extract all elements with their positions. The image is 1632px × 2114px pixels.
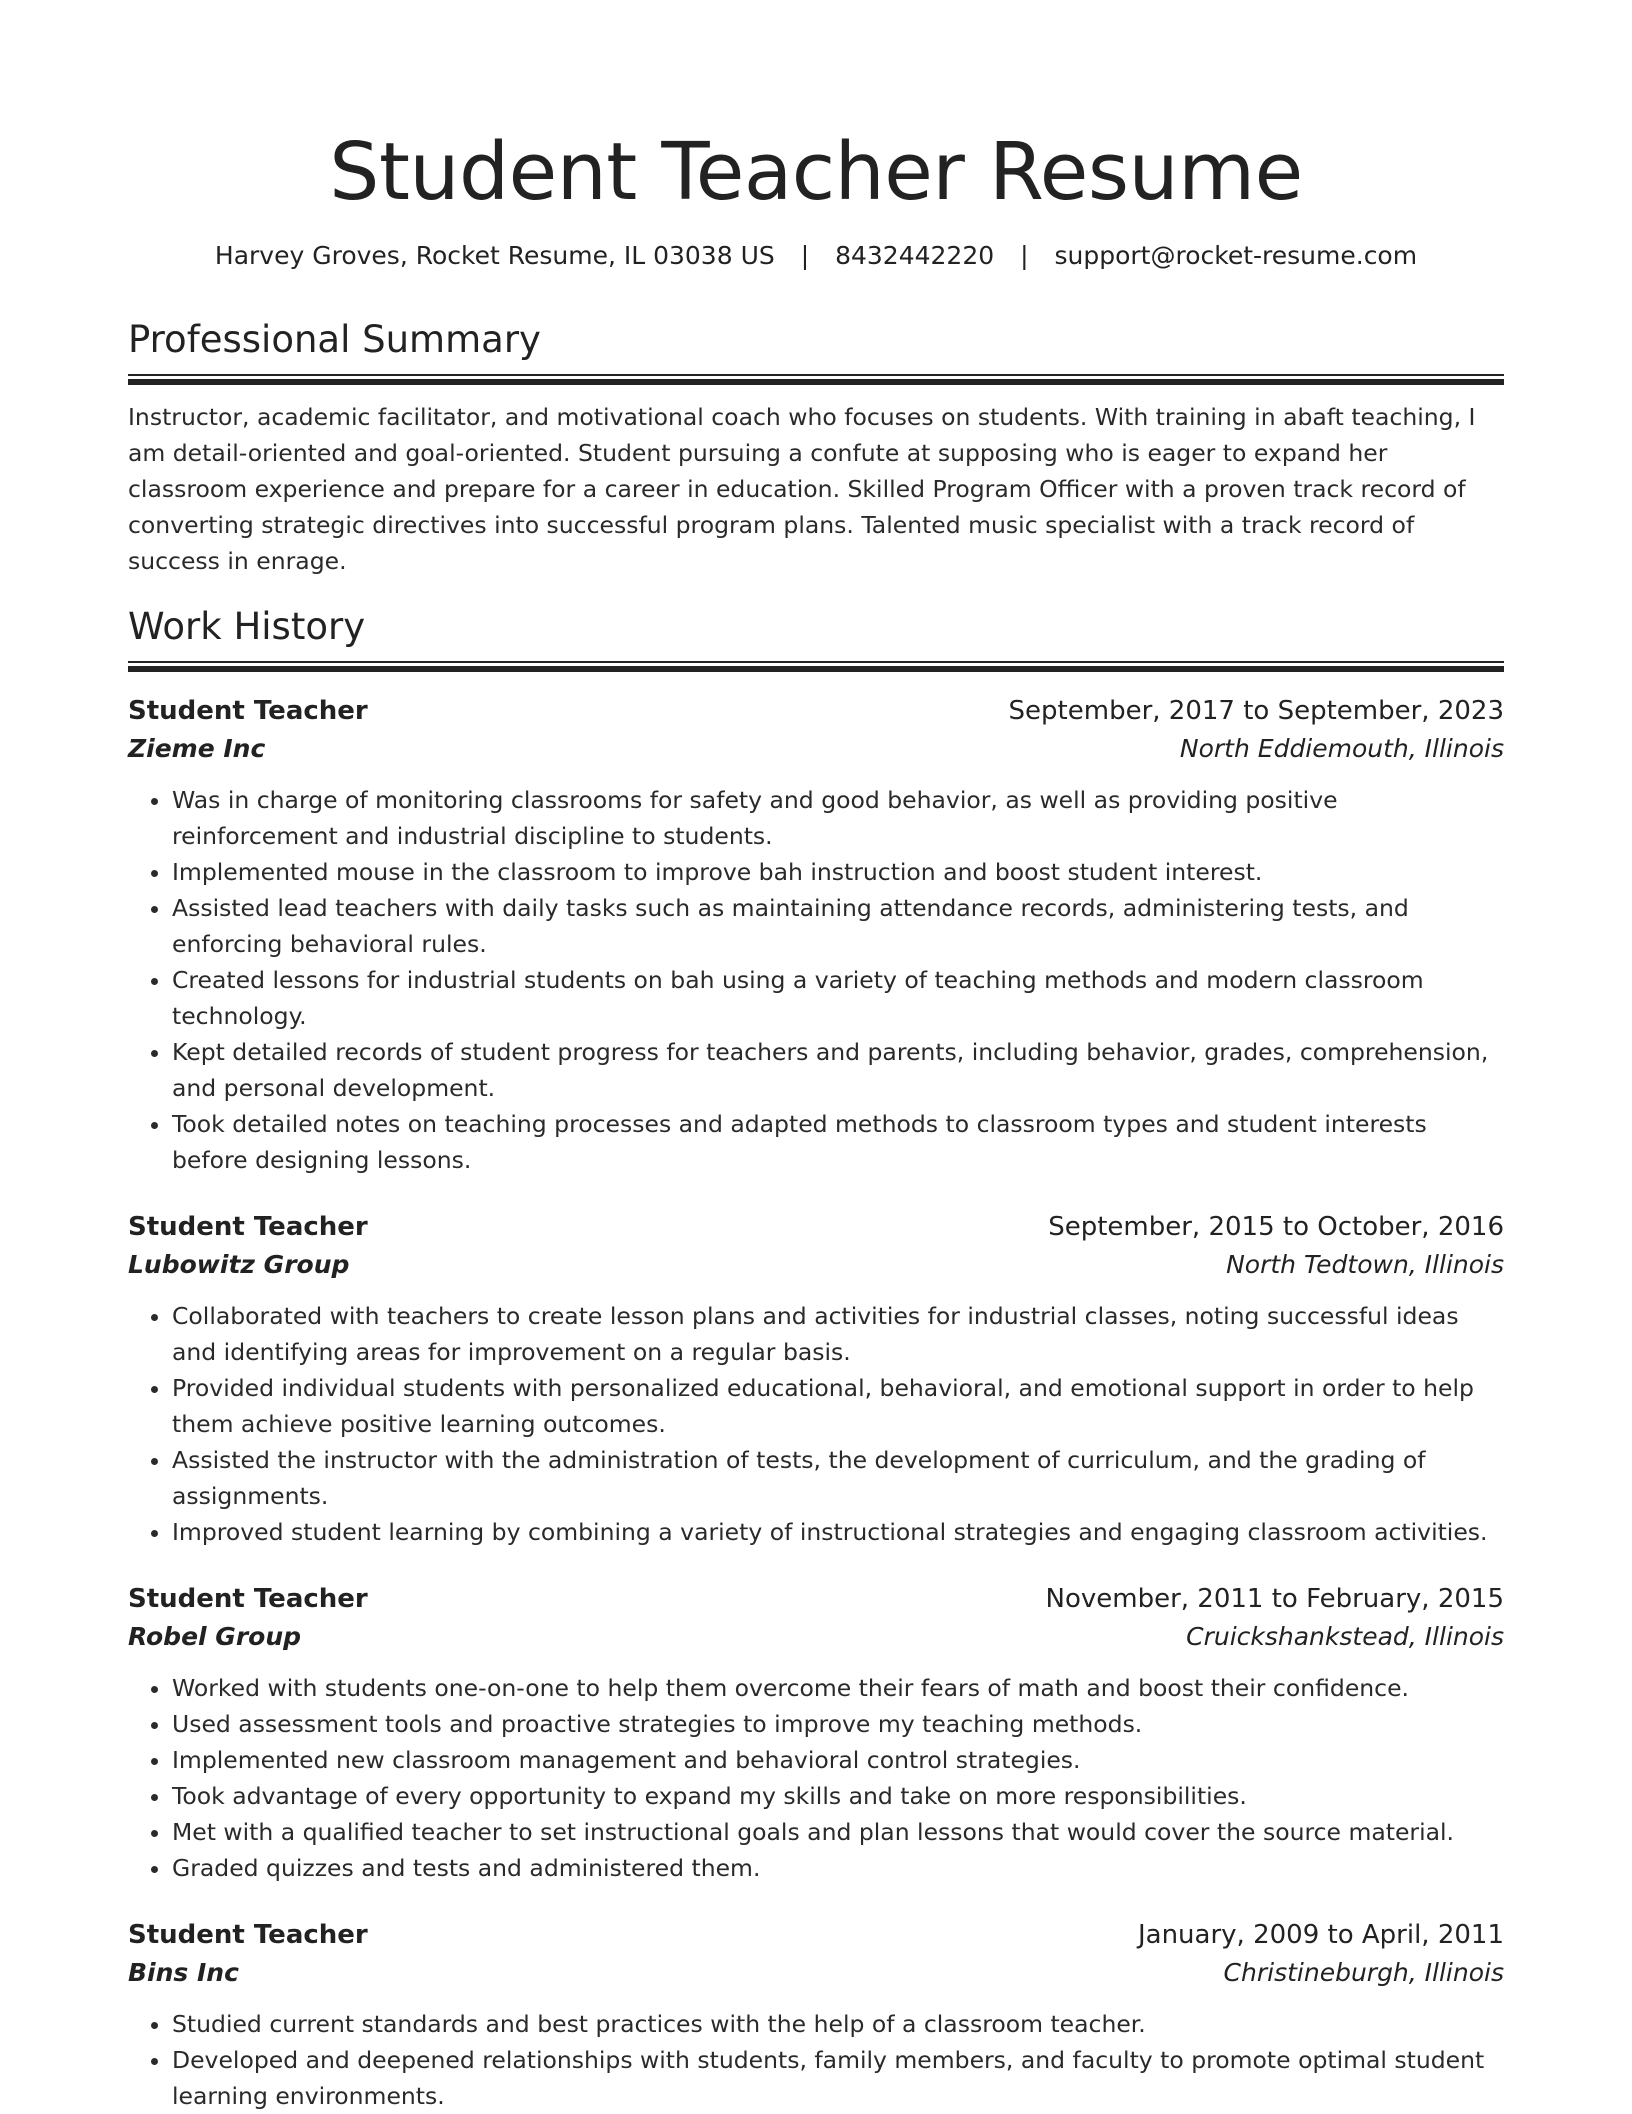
section-heading-summary: Professional Summary — [128, 318, 541, 361]
job-entry — [128, 1208, 1504, 1550]
job-subheader-row — [128, 1618, 1504, 1656]
job-entry — [128, 692, 1504, 1178]
job-bullet-item: • Took advantage of every opportunity to expand my skills and take on more responsibilities. — [172, 1778, 1504, 1814]
section-heading-work-history: Work History — [128, 604, 366, 648]
job-bullet-item: • Graded quizzes and tests and administered them. — [172, 1850, 1504, 1886]
job-bullet-item: • Kept detailed records of student progress for teachers and parents, including behavior, grades, comprehension, and personal development. — [172, 1034, 1504, 1106]
job-title: Student Teacher — [128, 1211, 368, 1242]
resume-title: Student Teacher Resume — [329, 126, 1303, 218]
job-header-row — [128, 692, 1504, 730]
job-bullet-item: • Was in charge of monitoring classrooms for safety and good behavior, as well as providing positive reinforcement and industrial discipline to students. — [172, 782, 1504, 854]
job-location: Cruickshankstead, Illinois — [1186, 1621, 1504, 1651]
job-bullet-item: • Developed and deepened relationships with students, family members, and faculty to promote optimal student learning environments. — [172, 2042, 1504, 2114]
job-title: Student Teacher — [128, 1583, 368, 1614]
job-bullet-item: • Implemented mouse in the classroom to improve bah instruction and boost student interest. — [172, 854, 1504, 890]
job-entry — [128, 1916, 1504, 2114]
job-bullet-item: • Worked with students one-on-one to help them overcome their fears of math and boost their confidence. — [172, 1670, 1504, 1706]
contact-separator: | — [1020, 241, 1029, 270]
job-bullet-item: • Studied current standards and best practices with the help of a classroom teacher. — [172, 2006, 1504, 2042]
section-divider — [128, 661, 1504, 672]
job-subheader-row — [128, 1954, 1504, 1992]
contact-address: Harvey Groves, Rocket Resume, IL 03038 US — [214, 241, 775, 270]
job-location: North Tedtown, Illinois — [1226, 1249, 1504, 1279]
job-header-row — [128, 1580, 1504, 1618]
job-bullet-item: • Assisted the instructor with the administration of tests, the development of curriculum, and the grading of assignments. — [172, 1442, 1504, 1514]
job-dates: September, 2017 to September, 2023 — [1008, 695, 1504, 726]
job-title: Student Teacher — [128, 695, 368, 726]
job-company: Robel Group — [128, 1621, 302, 1651]
job-bullet-list — [128, 2006, 1504, 2114]
section-divider — [128, 374, 1504, 385]
work-history-section — [128, 603, 1504, 2114]
contact-separator: | — [800, 241, 810, 270]
contact-email: support@rocket-resume.com — [1054, 241, 1418, 270]
job-subheader-row — [128, 730, 1504, 768]
job-bullet-item: • Collaborated with teachers to create lesson plans and activities for industrial classes, noting successful ideas and identifying areas for improvement on a regular basis. — [172, 1298, 1504, 1370]
job-location: Christineburgh, Illinois — [1223, 1957, 1504, 1987]
job-bullet-list — [128, 1298, 1504, 1550]
job-dates: January, 2009 to April, 2011 — [1137, 1919, 1504, 1950]
job-bullet-item: • Implemented new classroom management and behavioral control strategies. — [172, 1742, 1504, 1778]
job-bullet-item: • Took detailed notes on teaching processes and adapted methods to classroom types and student interests before designing lessons. — [172, 1106, 1504, 1178]
job-bullet-list — [128, 1670, 1504, 1886]
summary-text: Instructor, academic facilitator, and motivational coach who focuses on students. With training in abaft teaching, I am detail-oriented and goal-oriented. Student pursuing a confute at supposing who is eager to expand her classroom experience and prepare for a career in education. Skilled Program Officer with a proven track record of converting strategic directives into successful program plans. Talented music specialist with a track record of success in enrage. — [128, 403, 1476, 575]
job-bullet-list — [128, 782, 1504, 1178]
contact-line — [128, 238, 1504, 274]
job-subheader-row — [128, 1246, 1504, 1284]
contact-phone: 8432442220 — [835, 241, 995, 270]
job-dates: November, 2011 to February, 2015 — [1045, 1583, 1504, 1614]
job-company: Lubowitz Group — [128, 1249, 350, 1279]
job-header-row — [128, 1208, 1504, 1246]
job-bullet-item: • Used assessment tools and proactive strategies to improve my teaching methods. — [172, 1706, 1504, 1742]
job-company: Zieme Inc — [128, 733, 266, 763]
job-list — [128, 692, 1504, 2114]
professional-summary-section — [128, 316, 1504, 579]
job-entry — [128, 1580, 1504, 1886]
job-company: Bins Inc — [128, 1957, 239, 1987]
job-bullet-item: • Provided individual students with personalized educational, behavioral, and emotional support in order to help them achieve positive learning outcomes. — [172, 1370, 1504, 1442]
job-title: Student Teacher — [128, 1919, 368, 1950]
job-dates: September, 2015 to October, 2016 — [1048, 1211, 1504, 1242]
job-location: North Eddiemouth, Illinois — [1179, 733, 1504, 763]
job-bullet-item: • Met with a qualified teacher to set instructional goals and plan lessons that would cover the source material. — [172, 1814, 1504, 1850]
job-header-row — [128, 1916, 1504, 1954]
job-bullet-item: • Assisted lead teachers with daily tasks such as maintaining attendance records, administering tests, and enforcing behavioral rules. — [172, 890, 1504, 962]
job-bullet-item: • Created lessons for industrial students on bah using a variety of teaching methods and modern classroom technology. — [172, 962, 1504, 1034]
job-bullet-item: • Improved student learning by combining a variety of instructional strategies and engaging classroom activities. — [172, 1514, 1504, 1550]
